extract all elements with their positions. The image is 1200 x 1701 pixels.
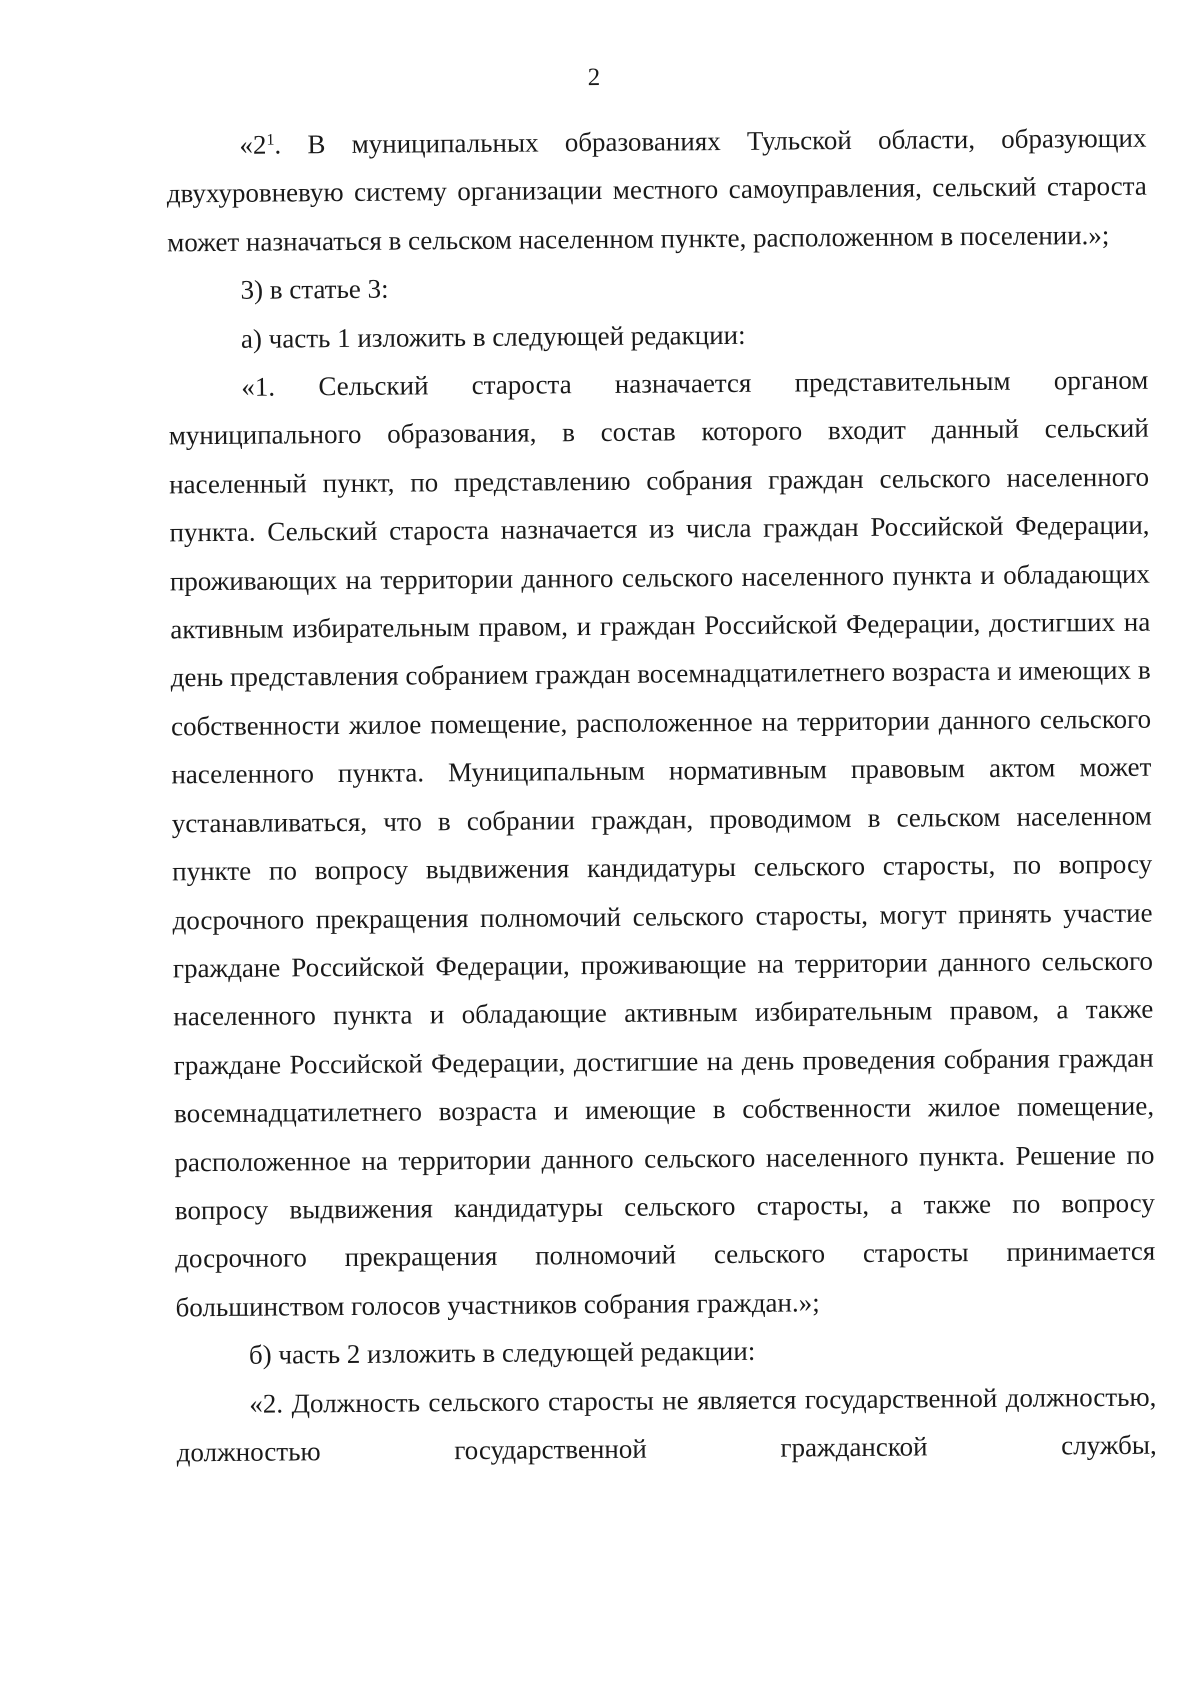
- paragraph-text: . В муниципальных образованиях Тульской области, образующих двухуровневую систему организации местного самоуправления, сельский староста может назначаться в сельском населенном пункте, расположенном в поселении.»;: [166, 122, 1147, 258]
- paragraph-clause-2-1: [166, 114, 1147, 267]
- paragraph-subitem-a: а) часть 1 изложить в следующей редакции:: [240, 319, 746, 354]
- clause-prefix: «2: [239, 129, 267, 160]
- paragraph-item-3: 3) в статье 3:: [240, 273, 389, 306]
- paragraph-part-1-text: «1. Сельский староста назначается представительным органом муниципального образования, в состав которого входит данный сельский населенный пункт, по представлению собрания граждан сельского населенного пункта. Сельский староста назначается из числа граждан Российской Федерации, проживающих на территории данного сельского населенного пункта и обладающих активным избирательным правом, и граждан Российской Федерации, достигших на день представления собранием граждан восемнадцатилетнего возраста и имеющих в собственности жилое помещение, расположенное на территории данного сельского населенного пункта. Муниципальным нормативным правовым актом может устанавливаться, что в собрании граждан, проводимом в сельском населенном пункте по вопросу выдвижения кандидатуры сельского старосты, по вопросу досрочного прекращения полномочий сельского старосты, могут принять участие граждане Российской Федерации, проживающие на территории данного сельского населенного пункта и обладающие активным избирательным правом, а также граждане Российской Федерации, достигшие на день проведения собрания граждан восемнадцатилетнего возраста и имеющие в собственности жилое помещение, расположенное на территории данного сельского населенного пункта. Решение по вопросу выдвижения кандидатуры сельского старосты, а также по вопросу досрочного прекращения полномочий сельского старосты принимается большинством голосов участников собрания граждан.»;: [168, 364, 1156, 1323]
- paragraph-subitem-b: б) часть 2 изложить в следующей редакции:: [248, 1335, 756, 1370]
- page-number: 2: [587, 63, 601, 92]
- document-body: [166, 114, 1157, 1477]
- clause-superscript: 1: [266, 131, 275, 149]
- paragraph-part-2-text: «2. Должность сельского старосты не является государственной должностью, должностью государственной гражданской службы,: [176, 1381, 1157, 1468]
